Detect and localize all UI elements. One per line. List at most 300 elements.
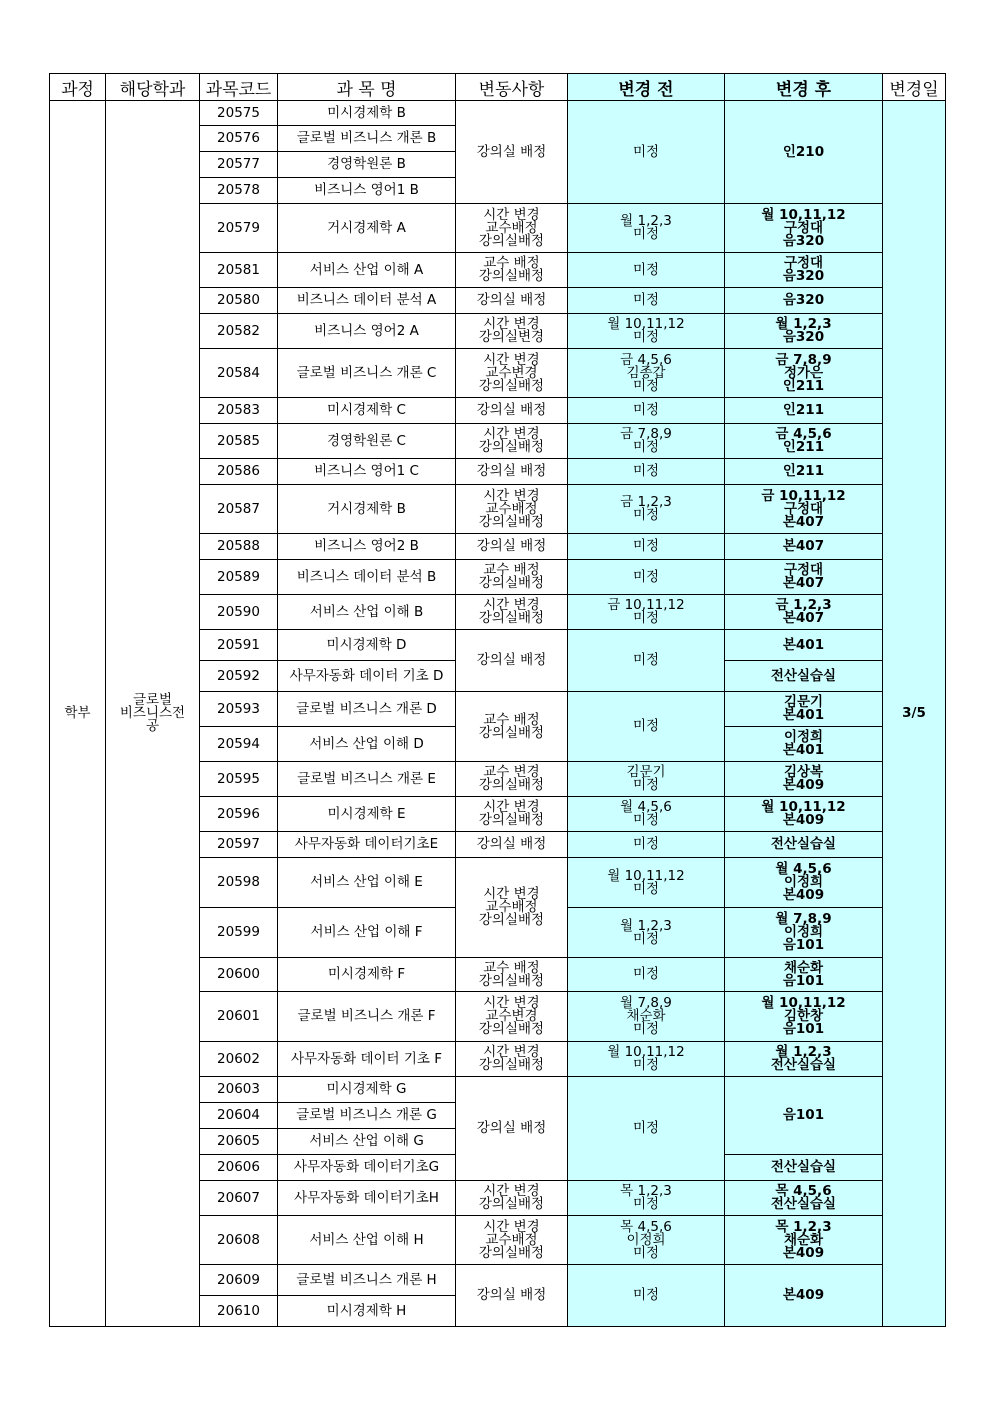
change-type-cell bbox=[456, 797, 568, 832]
cell-line: 미정 bbox=[632, 507, 660, 523]
after-cell bbox=[725, 398, 883, 424]
cell-line: 본407 bbox=[782, 513, 825, 530]
cell-line: 강의실배정 bbox=[478, 610, 545, 626]
subject-name-cell: 미시경제학 C bbox=[278, 398, 456, 424]
course-code-cell: 20584 bbox=[200, 349, 278, 398]
course-code-cell: 20586 bbox=[200, 459, 278, 485]
subject-name-cell: 비즈니스 영어2 A bbox=[278, 314, 456, 349]
cell-line: 교수변경 bbox=[485, 364, 538, 381]
change-type-cell bbox=[456, 1216, 568, 1265]
after-cell bbox=[725, 349, 883, 398]
cell-line: 구정대 bbox=[783, 562, 824, 578]
cell-line: 전산실습실 bbox=[770, 836, 837, 852]
course-code-cell: 20600 bbox=[200, 958, 278, 992]
course-code-cell: 20575 bbox=[200, 101, 278, 126]
course-code-cell: 20596 bbox=[200, 797, 278, 832]
course-code-cell: 20590 bbox=[200, 595, 278, 630]
cell-line: 강의실배정 bbox=[478, 439, 545, 455]
course-code-cell: 20582 bbox=[200, 314, 278, 349]
course-code-cell: 20577 bbox=[200, 152, 278, 178]
cell-line: 미정 bbox=[632, 261, 660, 278]
after-cell bbox=[725, 101, 883, 204]
course-code-cell: 20580 bbox=[200, 288, 278, 314]
header-subject-name: 과 목 명 bbox=[278, 74, 456, 101]
course-code-cell: 20591 bbox=[200, 630, 278, 661]
cell-line: 채순화 bbox=[783, 959, 824, 976]
cell-line: 본401 bbox=[782, 707, 825, 723]
change-type-cell bbox=[456, 398, 568, 424]
cell-line: 김종갑 bbox=[626, 364, 666, 381]
cell-line: 이정희 bbox=[783, 874, 824, 890]
change-type-cell bbox=[456, 992, 568, 1042]
cell-line: 강의실배정 bbox=[478, 575, 545, 591]
subject-name-cell: 글로벌 비즈니스 개론 G bbox=[278, 1103, 456, 1129]
subject-name-cell: 경영학원론 B bbox=[278, 152, 456, 178]
course-code-cell: 20610 bbox=[200, 1296, 278, 1327]
cell-line: 김문기 bbox=[783, 694, 824, 710]
cell-line: 전산실습실 bbox=[770, 667, 837, 684]
cell-line: 강의실배정 bbox=[478, 377, 545, 394]
cell-line: 음101 bbox=[782, 972, 825, 989]
cell-line: 시간 변경 bbox=[483, 426, 540, 442]
cell-line: 미정 bbox=[632, 402, 660, 418]
cell-line: 교수 배정 bbox=[483, 959, 540, 976]
cell-line: 미정 bbox=[632, 777, 660, 793]
cell-line: 미정 bbox=[632, 1120, 660, 1136]
cell-line: 채순화 bbox=[783, 1231, 824, 1248]
before-cell bbox=[568, 424, 725, 459]
cell-line: 강의실 배정 bbox=[476, 538, 547, 554]
cell-line: 시간 변경 bbox=[483, 1183, 540, 1199]
cell-line: 이정희 bbox=[783, 729, 824, 745]
change-type-cell bbox=[456, 288, 568, 314]
cell-line: 강의실배정 bbox=[478, 1021, 545, 1037]
cell-line: 미정 bbox=[632, 292, 660, 308]
cell-line: 채순화 bbox=[626, 1008, 666, 1024]
cell-line: 월 1,2,3 bbox=[620, 917, 672, 934]
subject-name-cell: 비즈니스 영어1 C bbox=[278, 459, 456, 485]
after-cell bbox=[725, 560, 883, 595]
cell-line: 강의실배정 bbox=[478, 972, 545, 989]
subject-name-cell: 비즈니스 데이터 분석 A bbox=[278, 288, 456, 314]
before-cell bbox=[568, 534, 725, 560]
before-cell bbox=[568, 797, 725, 832]
before-cell bbox=[568, 1216, 725, 1265]
cell-line: 강의실 배정 bbox=[476, 143, 547, 160]
after-cell bbox=[725, 534, 883, 560]
cell-line: 본409 bbox=[782, 887, 825, 903]
subject-name-cell: 서비스 산업 이해 G bbox=[278, 1129, 456, 1155]
change-type-cell bbox=[456, 858, 568, 958]
after-cell bbox=[725, 1077, 883, 1155]
header-after: 변경 후 bbox=[725, 74, 883, 101]
cell-line: 미정 bbox=[632, 880, 660, 897]
cell-line: 강의실 배정 bbox=[476, 1287, 547, 1303]
cell-line: 금 4,5,6 bbox=[620, 351, 672, 368]
cell-line: 미정 bbox=[632, 226, 660, 242]
cell-line: 미정 bbox=[632, 329, 660, 345]
after-cell bbox=[725, 858, 883, 908]
cell-line: 음320 bbox=[782, 268, 825, 284]
cell-line: 본401 bbox=[782, 742, 825, 758]
course-code-cell: 20609 bbox=[200, 1265, 278, 1296]
cell-line: 목 4,5,6 bbox=[620, 1218, 672, 1235]
change-type-cell bbox=[456, 1042, 568, 1077]
cell-line: 금 1,2,3 bbox=[620, 494, 672, 510]
subject-name-cell: 사무자동화 데이터기초H bbox=[278, 1181, 456, 1216]
subject-name-cell: 비즈니스 영어1 B bbox=[278, 178, 456, 204]
course-code-cell: 20603 bbox=[200, 1077, 278, 1103]
cell-line: 김한창 bbox=[783, 1008, 824, 1024]
change-type-cell bbox=[456, 595, 568, 630]
cell-line: 시간 변경 bbox=[483, 487, 540, 504]
cell-line: 금 7,8,9 bbox=[620, 426, 672, 442]
after-cell bbox=[725, 797, 883, 832]
subject-name-cell: 글로벌 비즈니스 개론 F bbox=[278, 992, 456, 1042]
course-code-cell: 20589 bbox=[200, 560, 278, 595]
cell-line: 시간 변경 bbox=[483, 1044, 540, 1060]
subject-name-cell: 거시경제학 B bbox=[278, 485, 456, 534]
cell-line: 교수 변경 bbox=[483, 764, 540, 780]
cell-line: 월 10,11,12 bbox=[607, 316, 685, 332]
cell-line: 미정 bbox=[632, 538, 660, 554]
cell-line: 월 7,8,9 bbox=[775, 911, 832, 927]
before-cell bbox=[568, 1181, 725, 1216]
header-department: 해당학과 bbox=[106, 74, 200, 101]
cell-line: 금 4,5,6 bbox=[775, 426, 832, 442]
header-course: 과정 bbox=[50, 74, 106, 101]
header-change-type: 변동사항 bbox=[456, 74, 568, 101]
cell-line: 강의실배정 bbox=[478, 268, 545, 284]
cell-line: 시간 변경 bbox=[483, 316, 540, 332]
subject-name-cell: 서비스 산업 이해 B bbox=[278, 595, 456, 630]
header-row bbox=[50, 74, 946, 101]
change-type-cell bbox=[456, 692, 568, 762]
change-type-cell bbox=[456, 349, 568, 398]
cell-line: 강의실배정 bbox=[478, 232, 545, 249]
before-cell bbox=[568, 560, 725, 595]
subject-name-cell: 글로벌 비즈니스 개론 B bbox=[278, 126, 456, 152]
cell-line: 미정 bbox=[632, 1196, 660, 1212]
after-cell bbox=[725, 485, 883, 534]
course-code-cell: 20592 bbox=[200, 661, 278, 692]
change-type-cell bbox=[456, 1077, 568, 1181]
cell-line: 미정 bbox=[632, 812, 660, 828]
header-code: 과목코드 bbox=[200, 74, 278, 101]
cell-line: 교수변경 bbox=[485, 1008, 538, 1024]
course-code-cell: 20601 bbox=[200, 992, 278, 1042]
course-code-cell: 20608 bbox=[200, 1216, 278, 1265]
after-cell bbox=[725, 1265, 883, 1327]
after-cell bbox=[725, 253, 883, 288]
table-row bbox=[50, 101, 946, 126]
cell-line: 금 7,8,9 bbox=[775, 351, 832, 368]
cell-line: 교수배정 bbox=[485, 899, 538, 915]
course-code-cell: 20585 bbox=[200, 424, 278, 459]
cell-line: 본409 bbox=[782, 1287, 825, 1303]
after-cell bbox=[725, 630, 883, 661]
before-cell bbox=[568, 288, 725, 314]
cell-line: 음101 bbox=[782, 1107, 825, 1123]
cell-line: 교수 배정 bbox=[483, 255, 540, 271]
cell-line: 본409 bbox=[782, 777, 825, 793]
cell-line: 미정 bbox=[632, 930, 660, 947]
after-cell bbox=[725, 288, 883, 314]
subject-name-cell: 미시경제학 F bbox=[278, 958, 456, 992]
cell-line: 시간 변경 bbox=[483, 886, 540, 902]
subject-name-cell: 글로벌 비즈니스 개론 H bbox=[278, 1265, 456, 1296]
cell-line: 글로벌 bbox=[132, 692, 173, 708]
cell-line: 교수 배정 bbox=[483, 562, 540, 578]
after-cell bbox=[725, 204, 883, 253]
cell-line: 음101 bbox=[782, 1021, 825, 1037]
cell-line: 미정 bbox=[632, 439, 660, 455]
change-type-cell bbox=[456, 1181, 568, 1216]
after-cell bbox=[725, 595, 883, 630]
course-code-cell: 20579 bbox=[200, 204, 278, 253]
cell-line: 정가은 bbox=[783, 364, 824, 381]
subject-name-cell: 서비스 산업 이해 F bbox=[278, 908, 456, 958]
before-cell bbox=[568, 459, 725, 485]
before-cell bbox=[568, 692, 725, 762]
cell-line: 금 10,11,12 bbox=[761, 487, 846, 504]
cell-line: 미정 bbox=[632, 1021, 660, 1037]
cell-line: 인211 bbox=[782, 439, 825, 455]
cell-line: 교수 배정 bbox=[483, 711, 540, 728]
course-code-cell: 20595 bbox=[200, 762, 278, 797]
cell-line: 강의실 배정 bbox=[476, 652, 547, 668]
after-cell bbox=[725, 692, 883, 727]
cell-line: 구정대 bbox=[783, 255, 824, 271]
before-cell bbox=[568, 858, 725, 908]
cell-line: 금 10,11,12 bbox=[607, 597, 685, 613]
subject-name-cell: 서비스 산업 이해 A bbox=[278, 253, 456, 288]
cell-line: 김문기 bbox=[626, 764, 666, 780]
course-code-cell: 20597 bbox=[200, 832, 278, 858]
cell-line: 월 1,2,3 bbox=[620, 213, 672, 229]
cell-line: 시간 변경 bbox=[483, 206, 540, 223]
cell-line: 월 4,5,6 bbox=[775, 861, 832, 877]
before-cell bbox=[568, 398, 725, 424]
cell-line: 월 10,11,12 bbox=[761, 995, 846, 1011]
before-cell bbox=[568, 314, 725, 349]
cell-line: 금 1,2,3 bbox=[775, 597, 832, 613]
cell-line: 강의실 배정 bbox=[476, 463, 547, 479]
cell-line: 강의실배정 bbox=[478, 513, 545, 530]
after-cell bbox=[725, 727, 883, 762]
cell-line: 김상복 bbox=[783, 764, 824, 780]
cell-line: 본401 bbox=[782, 636, 825, 653]
department-cell bbox=[106, 101, 200, 1327]
after-cell bbox=[725, 958, 883, 992]
cell-line: 인211 bbox=[782, 402, 825, 418]
change-type-cell bbox=[456, 485, 568, 534]
subject-name-cell: 서비스 산업 이해 H bbox=[278, 1216, 456, 1265]
change-type-cell bbox=[456, 101, 568, 204]
after-cell bbox=[725, 1042, 883, 1077]
course-code-cell: 20581 bbox=[200, 253, 278, 288]
cell-line: 구정대 bbox=[783, 500, 824, 517]
before-cell bbox=[568, 253, 725, 288]
change-type-cell bbox=[456, 560, 568, 595]
subject-name-cell: 글로벌 비즈니스 개론 C bbox=[278, 349, 456, 398]
cell-line: 미정 bbox=[632, 718, 660, 734]
change-date-cell: 3/5 bbox=[883, 101, 946, 1327]
cell-line: 강의실 배정 bbox=[476, 1120, 547, 1136]
after-cell bbox=[725, 424, 883, 459]
change-type-cell bbox=[456, 630, 568, 692]
cell-line: 본409 bbox=[782, 812, 825, 828]
cell-line: 월 10,11,12 bbox=[607, 867, 685, 884]
course-code-cell: 20602 bbox=[200, 1042, 278, 1077]
cell-line: 공 bbox=[145, 718, 160, 734]
cell-line: 강의실배정 bbox=[478, 777, 545, 793]
cell-line: 교수배정 bbox=[485, 219, 538, 236]
cell-line: 인211 bbox=[782, 377, 825, 394]
change-type-cell bbox=[456, 534, 568, 560]
cell-line: 음320 bbox=[782, 329, 825, 345]
change-type-cell bbox=[456, 253, 568, 288]
change-type-cell bbox=[456, 1265, 568, 1327]
cell-line: 강의실배정 bbox=[478, 912, 545, 928]
before-cell bbox=[568, 101, 725, 204]
change-type-cell bbox=[456, 314, 568, 349]
after-cell bbox=[725, 992, 883, 1042]
cell-line: 강의실 배정 bbox=[476, 292, 547, 308]
cell-line: 전산실습실 bbox=[770, 1159, 837, 1175]
subject-name-cell: 사무자동화 데이터기초G bbox=[278, 1155, 456, 1181]
change-type-cell bbox=[456, 459, 568, 485]
after-cell bbox=[725, 459, 883, 485]
course-code-cell: 20605 bbox=[200, 1129, 278, 1155]
course-code-cell: 20599 bbox=[200, 908, 278, 958]
cell-line: 이정희 bbox=[626, 1231, 666, 1248]
course-code-cell: 20598 bbox=[200, 858, 278, 908]
subject-name-cell: 서비스 산업 이해 D bbox=[278, 727, 456, 762]
before-cell bbox=[568, 992, 725, 1042]
cell-line: 목 4,5,6 bbox=[775, 1183, 832, 1199]
course-code-cell: 20607 bbox=[200, 1181, 278, 1216]
after-cell bbox=[725, 661, 883, 692]
subject-name-cell: 거시경제학 A bbox=[278, 204, 456, 253]
before-cell bbox=[568, 630, 725, 692]
cell-line: 강의실배정 bbox=[478, 724, 545, 741]
subject-name-cell: 경영학원론 C bbox=[278, 424, 456, 459]
cell-line: 월 4,5,6 bbox=[620, 799, 672, 815]
cell-line: 본409 bbox=[782, 1244, 825, 1261]
cell-line: 교수배정 bbox=[485, 500, 538, 517]
course-code-cell: 20604 bbox=[200, 1103, 278, 1129]
cell-line: 전산실습실 bbox=[770, 1057, 837, 1073]
before-cell bbox=[568, 1042, 725, 1077]
cell-line: 미정 bbox=[632, 463, 660, 479]
after-cell bbox=[725, 762, 883, 797]
course-code-cell: 20587 bbox=[200, 485, 278, 534]
before-cell bbox=[568, 204, 725, 253]
cell-line: 미정 bbox=[632, 568, 660, 585]
cell-line: 월 10,11,12 bbox=[761, 206, 846, 223]
change-type-cell bbox=[456, 424, 568, 459]
change-type-cell bbox=[456, 958, 568, 992]
cell-line: 인210 bbox=[782, 143, 825, 160]
course-code-cell: 20576 bbox=[200, 126, 278, 152]
course-code-cell: 20606 bbox=[200, 1155, 278, 1181]
cell-line: 본407 bbox=[782, 610, 825, 626]
cell-line: 미정 bbox=[632, 377, 660, 394]
before-cell bbox=[568, 595, 725, 630]
after-cell bbox=[725, 314, 883, 349]
cell-line: 월 1,2,3 bbox=[775, 316, 832, 332]
before-cell bbox=[568, 485, 725, 534]
subject-name-cell: 비즈니스 영어2 B bbox=[278, 534, 456, 560]
cell-line: 미정 bbox=[632, 1287, 660, 1303]
before-cell bbox=[568, 908, 725, 958]
cell-line: 목 1,2,3 bbox=[775, 1218, 832, 1235]
cell-line: 음320 bbox=[782, 292, 825, 308]
before-cell bbox=[568, 349, 725, 398]
cell-line: 강의실 배정 bbox=[476, 836, 547, 852]
cell-line: 미정 bbox=[632, 1057, 660, 1073]
cell-line: 시간 변경 bbox=[483, 799, 540, 815]
cell-line: 미정 bbox=[632, 1244, 660, 1261]
cell-line: 이정희 bbox=[783, 924, 824, 940]
schedule-change-table bbox=[49, 73, 946, 1327]
course-code-cell: 20594 bbox=[200, 727, 278, 762]
subject-name-cell: 미시경제학 E bbox=[278, 797, 456, 832]
before-cell bbox=[568, 1265, 725, 1327]
cell-line: 월 10,11,12 bbox=[761, 799, 846, 815]
subject-name-cell: 비즈니스 데이터 분석 B bbox=[278, 560, 456, 595]
cell-line: 월 7,8,9 bbox=[620, 995, 672, 1011]
after-cell bbox=[725, 1216, 883, 1265]
cell-line: 미정 bbox=[632, 652, 660, 668]
subject-name-cell: 사무자동화 데이터 기초 F bbox=[278, 1042, 456, 1077]
subject-name-cell: 글로벌 비즈니스 개론 E bbox=[278, 762, 456, 797]
subject-name-cell: 사무자동화 데이터 기초 D bbox=[278, 661, 456, 692]
before-cell bbox=[568, 958, 725, 992]
course-code-cell: 20583 bbox=[200, 398, 278, 424]
cell-line: 강의실배정 bbox=[478, 1244, 545, 1261]
change-type-cell bbox=[456, 762, 568, 797]
course-code-cell: 20578 bbox=[200, 178, 278, 204]
change-type-cell bbox=[456, 204, 568, 253]
cell-line: 비즈니스전 bbox=[119, 705, 186, 721]
header-change-date: 변경일 bbox=[883, 74, 946, 101]
cell-line: 본407 bbox=[782, 538, 825, 554]
cell-line: 목 1,2,3 bbox=[620, 1183, 672, 1199]
after-cell bbox=[725, 908, 883, 958]
cell-line: 인211 bbox=[782, 463, 825, 479]
before-cell bbox=[568, 1077, 725, 1181]
cell-line: 시간 변경 bbox=[483, 597, 540, 613]
course-cell: 학부 bbox=[50, 101, 106, 1327]
cell-line: 미정 bbox=[632, 966, 660, 982]
course-code-cell: 20593 bbox=[200, 692, 278, 727]
subject-name-cell: 글로벌 비즈니스 개론 D bbox=[278, 692, 456, 727]
before-cell bbox=[568, 832, 725, 858]
cell-line: 시간 변경 bbox=[483, 995, 540, 1011]
subject-name-cell: 미시경제학 D bbox=[278, 630, 456, 661]
cell-line: 강의실변경 bbox=[478, 329, 545, 345]
cell-line: 미정 bbox=[632, 836, 660, 852]
cell-line: 강의실배정 bbox=[478, 1057, 545, 1073]
cell-line: 시간 변경 bbox=[483, 1218, 540, 1235]
after-cell bbox=[725, 1181, 883, 1216]
cell-line: 전산실습실 bbox=[770, 1196, 837, 1212]
table-body bbox=[50, 101, 946, 1327]
cell-line: 미정 bbox=[632, 610, 660, 626]
cell-line: 교수배정 bbox=[485, 1231, 538, 1248]
